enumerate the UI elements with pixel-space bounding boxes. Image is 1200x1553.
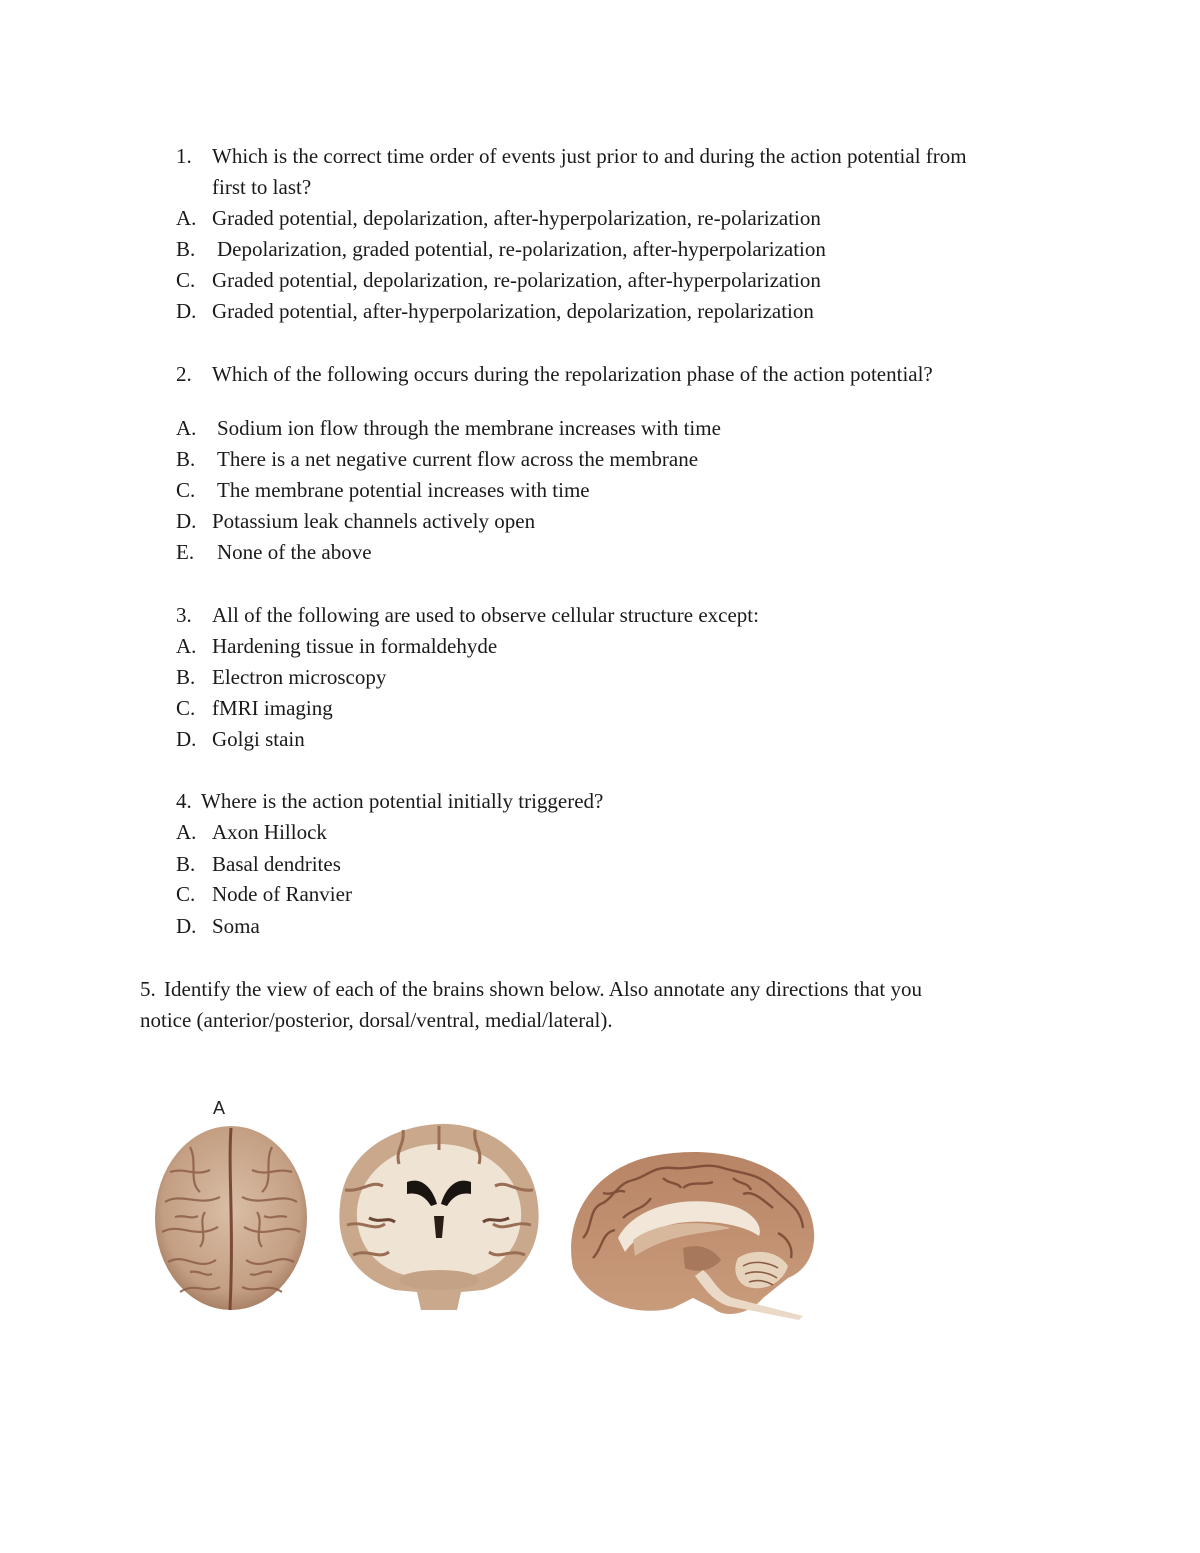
question-1-stem-line-2: first to last?: [212, 175, 312, 199]
q1-option-b-letter: B.: [176, 237, 196, 261]
q2-option-c-letter: C.: [176, 478, 196, 502]
q2-option-a-text: Sodium ion flow through the membrane increases with time: [217, 416, 721, 440]
q1-option-a-letter: A.: [176, 206, 197, 230]
question-5-stem-line-2: notice (anterior/posterior, dorsal/ventral, medial/lateral).: [140, 1008, 613, 1032]
q4-option-b-letter: B.: [176, 852, 196, 876]
q4-option-b-text: Basal dendrites: [212, 852, 341, 876]
dorsal-brain-image: [150, 1122, 312, 1314]
q3-option-b-text: Electron microscopy: [212, 665, 387, 689]
q4-option-c-letter: C.: [176, 882, 196, 906]
q1-option-d-letter: D.: [176, 299, 197, 323]
q4-option-c-text: Node of Ranvier: [212, 882, 352, 906]
q2-option-b-text: There is a net negative current flow across the membrane: [217, 447, 699, 471]
q4-option-d-text: Soma: [212, 914, 260, 938]
q3-option-d-letter: D.: [176, 727, 197, 751]
q3-option-a-letter: A.: [176, 634, 197, 658]
question-4-number: 4.: [176, 789, 192, 813]
q2-option-d-letter: D.: [176, 509, 197, 533]
q4-option-a-text: Axon Hillock: [212, 820, 327, 844]
question-5-number: 5.: [140, 977, 156, 1001]
question-5-stem-line-1: Identify the view of each of the brains shown below. Also annotate any directions that you: [164, 977, 922, 1001]
question-2-number: 2.: [176, 362, 192, 386]
question-3-stem: All of the following are used to observe cellular structure except:: [212, 603, 759, 627]
q2-option-c-text: The membrane potential increases with time: [217, 478, 590, 502]
q3-option-c-text: fMRI imaging: [212, 696, 333, 720]
question-2-stem: Which of the following occurs during the repolarization phase of the action potential?: [212, 362, 933, 386]
q1-option-b-text: Depolarization, graded potential, re-polarization, after-hyperpolarization: [217, 237, 826, 261]
question-3-number: 3.: [176, 603, 192, 627]
q3-option-b-letter: B.: [176, 665, 196, 689]
q2-option-a-letter: A.: [176, 416, 197, 440]
q2-option-b-letter: B.: [176, 447, 196, 471]
q2-option-e-text: None of the above: [217, 540, 372, 564]
question-1-stem-line-1: Which is the correct time order of events just prior to and during the action potential from: [212, 144, 967, 168]
figure-label: A: [213, 1098, 226, 1118]
q2-option-d-text: Potassium leak channels actively open: [212, 509, 536, 533]
question-1-number: 1.: [176, 144, 192, 168]
coronal-brain-section-image: [333, 1120, 545, 1316]
q1-option-c-text: Graded potential, depolarization, re-polarization, after-hyperpolarization: [212, 268, 821, 292]
q4-option-a-letter: A.: [176, 820, 197, 844]
q2-option-e-letter: E.: [176, 540, 195, 564]
q1-option-d-text: Graded potential, after-hyperpolarization, depolarization, repolarization: [212, 299, 814, 323]
midsagittal-brain-image: [563, 1148, 821, 1320]
q1-option-a-text: Graded potential, depolarization, after-hyperpolarization, re-polarization: [212, 206, 821, 230]
q4-option-d-letter: D.: [176, 914, 197, 938]
q3-option-c-letter: C.: [176, 696, 196, 720]
brain-figure: [145, 1098, 825, 1320]
q1-option-c-letter: C.: [176, 268, 196, 292]
q3-option-d-text: Golgi stain: [212, 727, 305, 751]
q3-option-a-text: Hardening tissue in formaldehyde: [212, 634, 498, 658]
question-4-stem: Where is the action potential initially triggered?: [201, 789, 604, 813]
